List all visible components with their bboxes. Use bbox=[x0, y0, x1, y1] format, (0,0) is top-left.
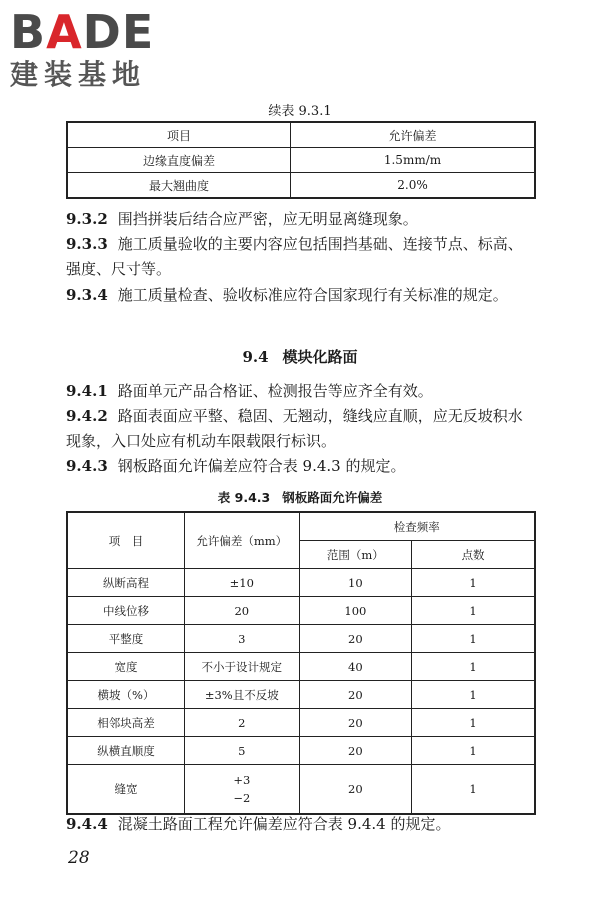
clause-paragraph bbox=[66, 232, 536, 282]
table-caption: 续表 9.3.1 bbox=[268, 104, 332, 119]
table-row bbox=[67, 737, 535, 765]
clause-number: 9.3.3 bbox=[66, 235, 108, 253]
table-cell: 2.0% bbox=[291, 173, 536, 199]
table-cell: 20 bbox=[299, 625, 412, 653]
table-row bbox=[67, 709, 535, 737]
page-number: 28 bbox=[68, 848, 90, 868]
clause-number: 9.3.4 bbox=[66, 286, 108, 304]
table-header-row bbox=[67, 512, 535, 541]
table-row bbox=[67, 765, 535, 815]
table-cell: 3 bbox=[185, 625, 300, 653]
table-cell: 5 bbox=[185, 737, 300, 765]
section-title: 模块化路面 bbox=[282, 348, 358, 366]
section-heading bbox=[0, 346, 600, 367]
clause-number: 9.4.3 bbox=[66, 457, 108, 475]
clause-text: 混凝土路面工程允许偏差应符合表 9.4.4 的规定。 bbox=[117, 815, 451, 833]
clause-text: 施工质量验收的主要内容应包括围挡基础、连接节点、标高、强度、尺寸等。 bbox=[66, 235, 523, 278]
table-cell: 平整度 bbox=[67, 625, 185, 653]
table-header-cell: 允许偏差 bbox=[291, 122, 536, 148]
clause-paragraph bbox=[66, 454, 536, 479]
table-cell: 1 bbox=[412, 681, 535, 709]
table-cell: 1 bbox=[412, 653, 535, 681]
table-row bbox=[67, 653, 535, 681]
table-row bbox=[67, 625, 535, 653]
clause-paragraph bbox=[66, 379, 536, 404]
table-header-cell: 项目 bbox=[67, 122, 291, 148]
section-number: 9.4 bbox=[242, 348, 269, 366]
table-cell: 横坡（%） bbox=[67, 681, 185, 709]
clause-text: 围挡拼装后结合应严密，应无明显离缝现象。 bbox=[117, 210, 418, 228]
table-cell: 宽度 bbox=[67, 653, 185, 681]
table-cell: 1 bbox=[412, 597, 535, 625]
clause-number: 9.4.1 bbox=[66, 382, 108, 400]
table-row bbox=[67, 173, 535, 199]
table-cell bbox=[185, 765, 300, 815]
table-row bbox=[67, 597, 535, 625]
table-header-cell: 点数 bbox=[412, 541, 535, 569]
table-cell: 1 bbox=[412, 765, 535, 815]
table-cell: 1 bbox=[412, 737, 535, 765]
table-cell: 20 bbox=[299, 737, 412, 765]
table-cell: 中线位移 bbox=[67, 597, 185, 625]
clause-number: 9.4.4 bbox=[66, 815, 108, 833]
table-cell: 不小于设计规定 bbox=[185, 653, 300, 681]
clause-paragraph bbox=[66, 283, 536, 308]
table-cell: 纵断高程 bbox=[67, 569, 185, 597]
table-cell: ±3%且不反坡 bbox=[185, 681, 300, 709]
table-row bbox=[67, 569, 535, 597]
clause-paragraph bbox=[66, 207, 536, 232]
clause-text: 路面单元产品合格证、检测报告等应齐全有效。 bbox=[117, 382, 433, 400]
clause-number: 9.3.2 bbox=[66, 210, 108, 228]
table-cell: 1 bbox=[412, 709, 535, 737]
clause-paragraph bbox=[66, 404, 536, 454]
table-cell: 最大翘曲度 bbox=[67, 173, 291, 199]
tolerance-upper: +3 bbox=[233, 773, 251, 787]
table-cell: 边缘直度偏差 bbox=[67, 148, 291, 173]
clause-text: 钢板路面允许偏差应符合表 9.4.3 的规定。 bbox=[117, 457, 406, 475]
table-title-text: 钢板路面允许偏差 bbox=[282, 490, 383, 505]
logo-wordmark: BADE bbox=[10, 5, 155, 59]
table-9-4-3 bbox=[66, 511, 536, 815]
clause-paragraph bbox=[66, 812, 536, 837]
table-row bbox=[67, 148, 535, 173]
table-cell: 20 bbox=[299, 709, 412, 737]
table-cell: 纵横直顺度 bbox=[67, 737, 185, 765]
table-header-cell: 检查频率 bbox=[299, 512, 535, 541]
clause-text: 施工质量检查、验收标准应符合国家现行有关标准的规定。 bbox=[117, 286, 508, 304]
table-cell: 10 bbox=[299, 569, 412, 597]
table-header-cell: 项 目 bbox=[67, 512, 185, 569]
table-header-cell: 范围（m） bbox=[299, 541, 412, 569]
table-title bbox=[0, 488, 600, 506]
bade-logo bbox=[10, 5, 180, 92]
table-cell: 1 bbox=[412, 569, 535, 597]
table-cell: 相邻块高差 bbox=[67, 709, 185, 737]
table-cell: ±10 bbox=[185, 569, 300, 597]
logo-subtitle: 建装基地 bbox=[10, 58, 147, 91]
table-cell: 1 bbox=[412, 625, 535, 653]
table-header-row bbox=[67, 122, 535, 148]
table-number: 表 9.4.3 bbox=[217, 490, 271, 505]
table-cell: 1.5mm/m bbox=[291, 148, 536, 173]
table-cell: 40 bbox=[299, 653, 412, 681]
tolerance-lower: −2 bbox=[233, 791, 251, 805]
clause-text: 路面表面应平整、稳固、无翘动，缝线应直顺，应无反坡积水现象，入口处应有机动车限载限行标识。 bbox=[66, 407, 523, 450]
table-9-3-1-continued bbox=[66, 121, 536, 199]
clause-number: 9.4.2 bbox=[66, 407, 108, 425]
table-row bbox=[67, 681, 535, 709]
table-cell: 100 bbox=[299, 597, 412, 625]
table-cell: 20 bbox=[299, 681, 412, 709]
table-cell: 2 bbox=[185, 709, 300, 737]
table-cell: 缝宽 bbox=[67, 765, 185, 815]
table-cell: 20 bbox=[299, 765, 412, 815]
table-cell: 20 bbox=[185, 597, 300, 625]
table-header-cell: 允许偏差（mm） bbox=[185, 512, 300, 569]
